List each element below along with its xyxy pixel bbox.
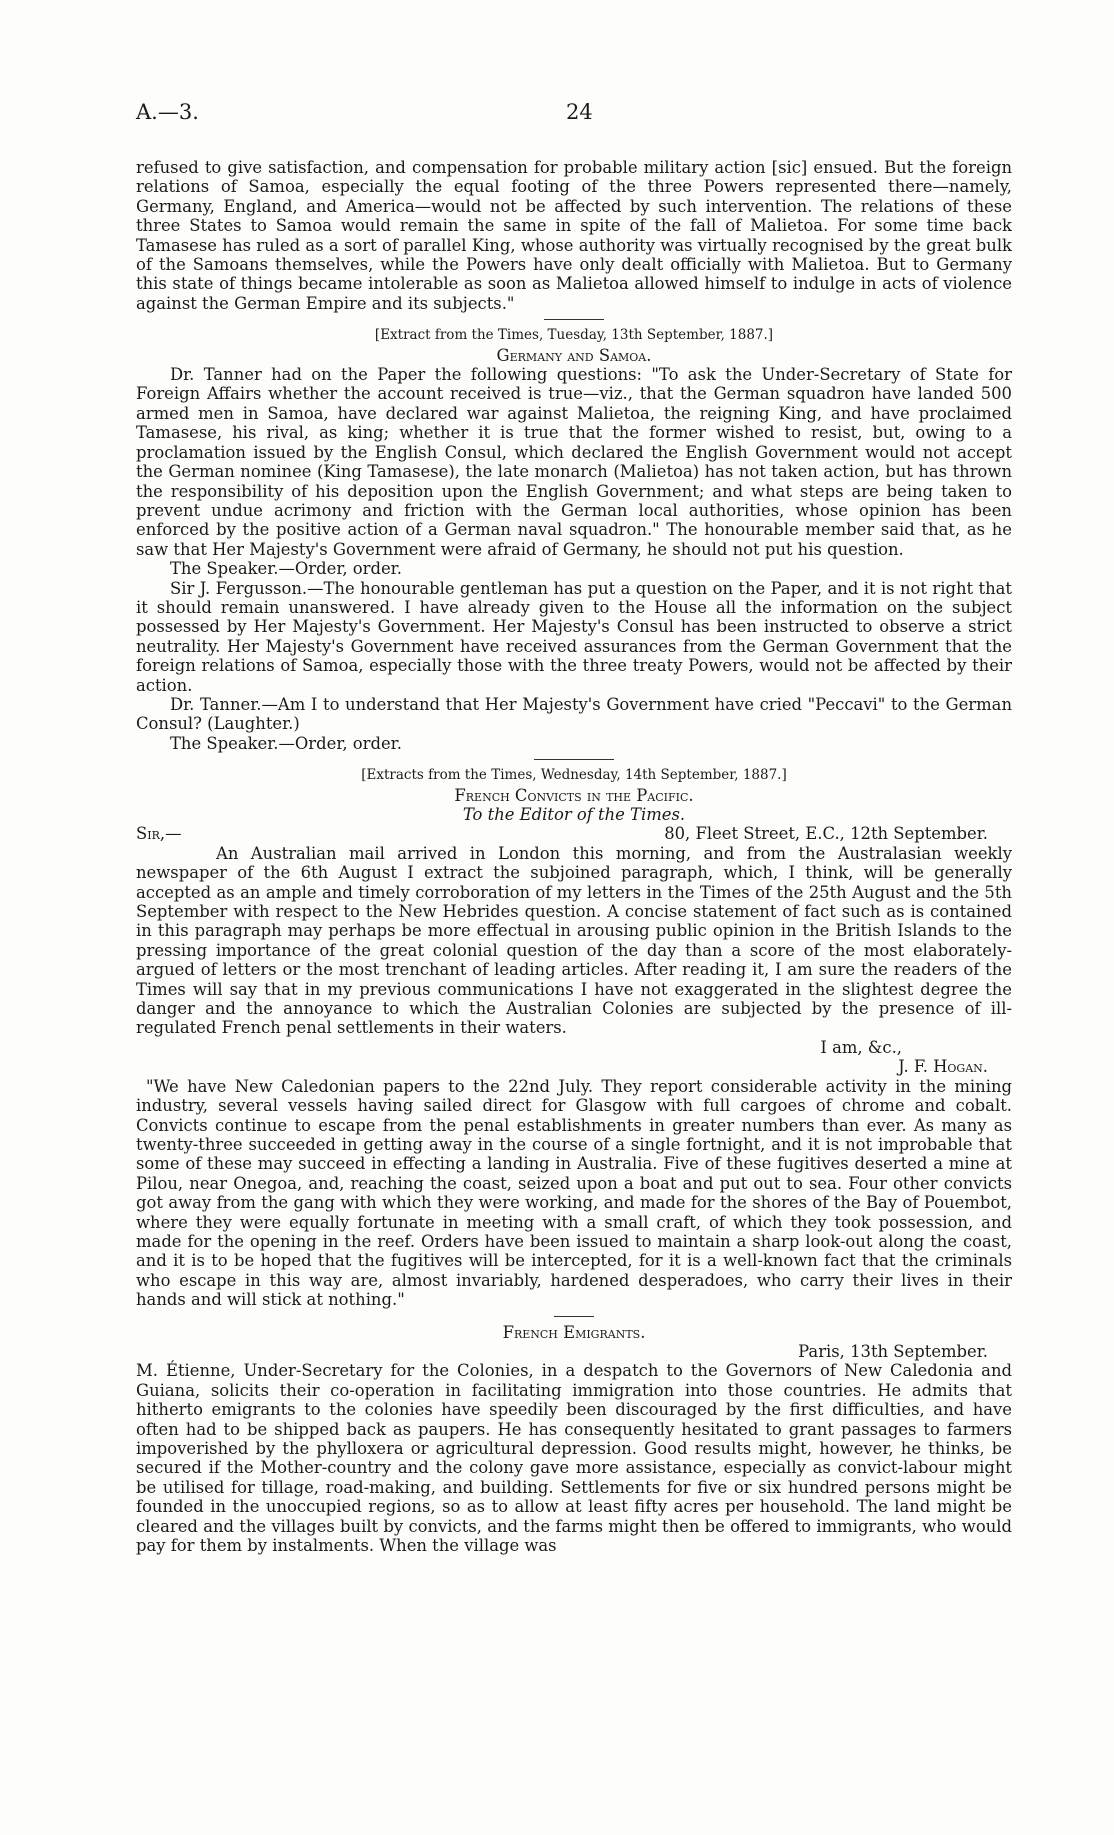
section1-paragraph: Dr. Tanner had on the Paper the following questions: "To ask the Under-Secretary of State for Foreign Affairs whether the account received is true—viz., that the German squadron have landed 500 armed men in Samoa, have declared war against Malietoa, the reigning King, and have proclaimed Tamasese, his rival, as king; whether it is true that the former wished to resist, but, owing to a proclamation issued by the English Consul, which declared the English Government would not accept the German nominee (King Tamasese), the late monarch (Malietoa) has not taken action, but has thrown the responsibility of his deposition upon the English Government; and what steps are being taken to prevent undue acrimony and friction with the German local authorities, whose opinion has been enforced by the positive action of a German naval squadron." The honourable member said that, as he saw that Her Majesty's Government were afraid of Germany, he should not put his question. xyxy=(136,365,1012,559)
page-number: 24 xyxy=(566,100,593,124)
section3-paragraph: M. Étienne, Under-Secretary for the Colonies, in a despatch to the Governors of New Caledonia and Guiana, solicits their co-operation in facilitating immigration into those countries. He admits that hitherto emigrants to the colonies have speedily been discouraged by the first difficulties, and have often had to be shipped back as paupers. He has consequently hesitated to grant passages to farmers impoverished by the phylloxera or agricultural depression. Good results might, however, he thinks, be secured if the Mother-country and the colony gave more assistance, especially as convict-labour might be utilised for tillage, road-making, and building. Settlements for five or six hundred persons might be founded in the unoccupied regions, so as to allow at least fifty acres per household. The land might be cleared and the villages built by convicts, and the farms might then be offered to immigrants, who would pay for them by instalments. When the village was xyxy=(136,1361,1012,1556)
section2-heading: French Convicts in the Pacific. xyxy=(454,785,694,805)
letter-salutation: Sir,— xyxy=(136,824,182,844)
page-header xyxy=(136,100,1016,130)
section-divider xyxy=(534,759,614,760)
intro-paragraph: refused to give satisfaction, and compensation for probable military action [sic] ensued. But the foreign relations of Samoa, especially the equal footing of the three Powers represented there—namely, Germany, England, and America—would not be affected by such intervention. The relations of these three States to Samoa would remain the same in spite of the fall of Malietoa. For some time back Tamasese has ruled as a sort of parallel King, whose authority was virtually recognised by the great bulk of the Samoans themselves, while the Powers have only dealt officially with Malietoa. But to Germany this state of things became intolerable as soon as Malietoa allowed himself to indulge in acts of violence against the German Empire and its subjects." xyxy=(136,158,1012,313)
letter-address: 80, Fleet Street, E.C., 12th September. xyxy=(664,824,988,844)
section3-heading: French Emigrants. xyxy=(502,1322,646,1342)
section2-subheading: To the Editor of the Times. xyxy=(462,805,686,824)
section3-dateline: Paris, 13th September. xyxy=(798,1341,988,1361)
parliamentary-paper-ref: A.—3. xyxy=(136,100,199,124)
section1-paragraph: The Speaker.—Order, order. xyxy=(170,733,402,753)
section-divider xyxy=(544,319,604,320)
section1-paragraph: The Speaker.—Order, order. xyxy=(170,559,402,579)
section1-paragraph: Sir J. Fergusson.—The honourable gentleman has put a question on the Paper, and it is not right that it should remain unanswered. I have already given to the House all the information on the subject possessed by Her Majesty's Government. Her Majesty's Consul has been instructed to observe a strict neutrality. Her Majesty's Government have received assurances from the German Government that the foreign relations of Samoa, especially those with the three treaty Powers, would not be affected by their action. xyxy=(136,578,1012,695)
letter-closing: I am, &c., xyxy=(820,1037,902,1057)
section1-paragraph: Dr. Tanner.—Am I to understand that Her Majesty's Government have cried "Peccavi" to the German Consul? (Laughter.) xyxy=(136,694,1012,734)
quoted-paragraph: "We have New Caledonian papers to the 22nd July. They report considerable activity in the mining industry, several vessels having sailed direct for Glasgow with full cargoes of chrome and cobalt. Convicts continue to escape from the penal establishments in greater numbers than ever. As many as twenty-three succeeded in getting away in the course of a single fortnight, and it is not improbable that some of these may succeed in effecting a landing in Australia. Five of these fugitives deserted a mine at Pilou, near Onegoa, and, reaching the coast, seized upon a boat and put out to sea. Four other convicts got away from the gang with which they were working, and made for the shores of the Bay of Pouembot, where they were equally fortunate in meeting with a small craft, of which they took possession, and made for the opening in the reef. Orders have been issued to maintain a sharp look-out along the coast, and it is to be hoped that the fugitives will be intercepted, for it is a well-known fact that the criminals who escape in this way are, almost invariably, hardened desperadoes, who carry their lives in their hands and will stick at nothing." xyxy=(136,1076,1012,1310)
section1-heading: Germany and Samoa. xyxy=(496,345,652,365)
section1-source: [Extract from the Times, Tuesday, 13th September, 1887.] xyxy=(374,327,774,344)
section-divider xyxy=(554,1316,594,1317)
letter-header-row xyxy=(136,824,1012,843)
section2-source: [Extracts from the Times, Wednesday, 14th September, 1887.] xyxy=(361,767,787,784)
letter-body: An Australian mail arrived in London this morning, and from the Australasian weekly newspaper of the 6th August I extract the subjoined paragraph, which, I think, will be generally accepted as an ample and timely corroboration of my letters in the Times of the 25th August and the 5th September with respect to the New Hebrides question. A concise statement of fact such as is contained in this paragraph may perhaps be more effectual in arousing public opinion in the British Islands to the pressing importance of the great colonial question of the day than a score of the most elaborately-argued of letters or the most trenchant of leading articles. After reading it, I am sure the readers of the Times will say that in my previous communications I have not exaggerated in the slightest degree the danger and the annoyance to which the Australian Colonies are subjected by the presence of ill-regulated French penal settlements in their waters. xyxy=(136,843,1012,1038)
letter-signature: J. F. Hogan. xyxy=(898,1057,988,1077)
document-body xyxy=(136,158,1012,1555)
